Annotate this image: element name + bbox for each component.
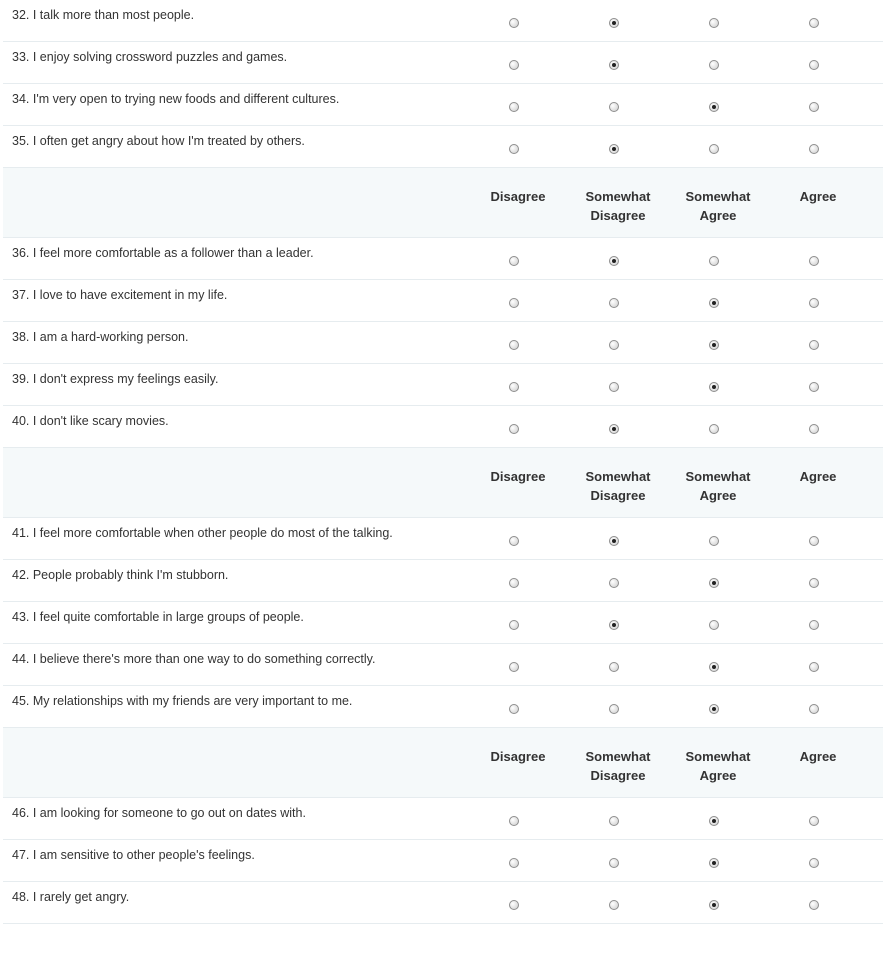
radio-disagree[interactable] <box>509 340 519 350</box>
question-text: 48. I rarely get angry. <box>12 890 130 904</box>
question-text: 46. I am looking for someone to go out on dates with. <box>12 806 306 820</box>
question-text: 33. I enjoy solving crossword puzzles and games. <box>12 50 288 64</box>
radio-somewhat-disagree[interactable] <box>609 102 619 112</box>
scale-header-row <box>3 168 883 238</box>
radio-somewhat-agree[interactable] <box>709 578 719 588</box>
radio-agree[interactable] <box>809 536 819 546</box>
scale-header-line: Disagree <box>490 189 546 204</box>
scale-header-line: Agree <box>699 488 737 503</box>
radio-agree[interactable] <box>809 620 819 630</box>
question-row <box>3 0 883 42</box>
radio-somewhat-agree[interactable] <box>709 340 719 350</box>
scale-header-line: Agree <box>799 189 837 204</box>
radio-somewhat-disagree[interactable] <box>609 578 619 588</box>
radio-somewhat-agree[interactable] <box>709 144 719 154</box>
scale-header-row <box>3 448 883 518</box>
radio-disagree[interactable] <box>509 18 519 28</box>
radio-somewhat-disagree[interactable] <box>609 704 619 714</box>
radio-agree[interactable] <box>809 298 819 308</box>
scale-header-disagree <box>463 187 573 206</box>
radio-somewhat-disagree[interactable] <box>609 900 619 910</box>
question-text: 44. I believe there's more than one way to do something correctly. <box>12 652 376 666</box>
scale-header-line: Somewhat <box>685 189 751 204</box>
question-row <box>3 42 883 84</box>
scale-header-line: Disagree <box>590 208 646 223</box>
radio-agree[interactable] <box>809 662 819 672</box>
question-row <box>3 518 883 560</box>
radio-somewhat-agree[interactable] <box>709 424 719 434</box>
radio-somewhat-agree[interactable] <box>709 382 719 392</box>
radio-somewhat-disagree[interactable] <box>609 144 619 154</box>
question-text: 32. I talk more than most people. <box>12 8 195 22</box>
question-text: 42. People probably think I'm stubborn. <box>12 568 229 582</box>
scale-header-disagree <box>463 747 573 766</box>
radio-disagree[interactable] <box>509 536 519 546</box>
question-text: 39. I don't express my feelings easily. <box>12 372 219 386</box>
question-row <box>3 406 883 448</box>
radio-agree[interactable] <box>809 340 819 350</box>
radio-somewhat-agree[interactable] <box>709 60 719 70</box>
radio-agree[interactable] <box>809 102 819 112</box>
scale-header-agree <box>763 467 873 486</box>
question-row <box>3 280 883 322</box>
radio-somewhat-agree[interactable] <box>709 900 719 910</box>
question-row <box>3 238 883 280</box>
scale-header-line: Somewhat <box>585 469 651 484</box>
question-text: 35. I often get angry about how I'm treated by others. <box>12 134 305 148</box>
radio-disagree[interactable] <box>509 662 519 672</box>
radio-somewhat-disagree[interactable] <box>609 858 619 868</box>
radio-somewhat-disagree[interactable] <box>609 340 619 350</box>
question-text: 34. I'm very open to trying new foods and different cultures. <box>12 92 340 106</box>
radio-somewhat-agree[interactable] <box>709 18 719 28</box>
question-text: 38. I am a hard-working person. <box>12 330 189 344</box>
question-text: 45. My relationships with my friends are very important to me. <box>12 694 353 708</box>
question-row <box>3 840 883 882</box>
scale-header-line: Disagree <box>490 749 546 764</box>
radio-disagree[interactable] <box>509 256 519 266</box>
radio-somewhat-agree[interactable] <box>709 620 719 630</box>
scale-header-line: Disagree <box>590 488 646 503</box>
scale-header-line: Agree <box>699 208 737 223</box>
scale-header-somewhat-disagree <box>563 187 673 225</box>
radio-agree[interactable] <box>809 382 819 392</box>
radio-disagree[interactable] <box>509 858 519 868</box>
radio-disagree[interactable] <box>509 578 519 588</box>
question-row <box>3 602 883 644</box>
question-row <box>3 798 883 840</box>
radio-agree[interactable] <box>809 256 819 266</box>
scale-header-line: Somewhat <box>585 189 651 204</box>
scale-header-somewhat-disagree <box>563 747 673 785</box>
question-row <box>3 686 883 728</box>
radio-somewhat-agree[interactable] <box>709 816 719 826</box>
question-text: 47. I am sensitive to other people's feelings. <box>12 848 255 862</box>
scale-header-somewhat-agree <box>663 187 773 225</box>
radio-disagree[interactable] <box>509 704 519 714</box>
question-text: 37. I love to have excitement in my life. <box>12 288 228 302</box>
question-row <box>3 322 883 364</box>
scale-header-line: Somewhat <box>585 749 651 764</box>
question-text: 43. I feel quite comfortable in large groups of people. <box>12 610 304 624</box>
radio-somewhat-disagree[interactable] <box>609 298 619 308</box>
scale-header-agree <box>763 747 873 766</box>
question-row <box>3 644 883 686</box>
radio-disagree[interactable] <box>509 900 519 910</box>
scale-header-line: Somewhat <box>685 469 751 484</box>
radio-agree[interactable] <box>809 18 819 28</box>
scale-header-line: Agree <box>799 749 837 764</box>
question-row <box>3 126 883 168</box>
scale-header-line: Agree <box>799 469 837 484</box>
radio-somewhat-agree[interactable] <box>709 102 719 112</box>
radio-somewhat-agree[interactable] <box>709 298 719 308</box>
radio-somewhat-agree[interactable] <box>709 536 719 546</box>
question-row <box>3 364 883 406</box>
question-row <box>3 84 883 126</box>
scale-header-somewhat-disagree <box>563 467 673 505</box>
radio-somewhat-agree[interactable] <box>709 256 719 266</box>
radio-agree[interactable] <box>809 424 819 434</box>
radio-agree[interactable] <box>809 858 819 868</box>
radio-disagree[interactable] <box>509 620 519 630</box>
question-row <box>3 560 883 602</box>
radio-disagree[interactable] <box>509 424 519 434</box>
scale-header-line: Disagree <box>590 768 646 783</box>
radio-somewhat-disagree[interactable] <box>609 382 619 392</box>
scale-header-row <box>3 728 883 798</box>
question-text: 41. I feel more comfortable when other people do most of the talking. <box>12 526 393 540</box>
question-text: 36. I feel more comfortable as a follower than a leader. <box>12 246 314 260</box>
scale-header-line: Somewhat <box>685 749 751 764</box>
radio-disagree[interactable] <box>509 60 519 70</box>
radio-disagree[interactable] <box>509 382 519 392</box>
radio-disagree[interactable] <box>509 816 519 826</box>
survey-form <box>3 0 883 924</box>
scale-header-somewhat-agree <box>663 747 773 785</box>
radio-somewhat-disagree[interactable] <box>609 620 619 630</box>
question-row <box>3 882 883 924</box>
scale-header-disagree <box>463 467 573 486</box>
scale-header-line: Agree <box>699 768 737 783</box>
radio-somewhat-disagree[interactable] <box>609 536 619 546</box>
radio-somewhat-disagree[interactable] <box>609 256 619 266</box>
radio-somewhat-agree[interactable] <box>709 858 719 868</box>
radio-somewhat-disagree[interactable] <box>609 18 619 28</box>
scale-header-agree <box>763 187 873 206</box>
radio-disagree[interactable] <box>509 144 519 154</box>
radio-somewhat-disagree[interactable] <box>609 662 619 672</box>
radio-agree[interactable] <box>809 816 819 826</box>
radio-somewhat-disagree[interactable] <box>609 816 619 826</box>
radio-disagree[interactable] <box>509 102 519 112</box>
scale-header-line: Disagree <box>490 469 546 484</box>
radio-agree[interactable] <box>809 704 819 714</box>
radio-agree[interactable] <box>809 60 819 70</box>
radio-agree[interactable] <box>809 144 819 154</box>
radio-somewhat-disagree[interactable] <box>609 424 619 434</box>
scale-header-somewhat-agree <box>663 467 773 505</box>
radio-somewhat-agree[interactable] <box>709 704 719 714</box>
radio-disagree[interactable] <box>509 298 519 308</box>
radio-agree[interactable] <box>809 578 819 588</box>
radio-agree[interactable] <box>809 900 819 910</box>
question-text: 40. I don't like scary movies. <box>12 414 169 428</box>
radio-somewhat-disagree[interactable] <box>609 60 619 70</box>
radio-somewhat-agree[interactable] <box>709 662 719 672</box>
